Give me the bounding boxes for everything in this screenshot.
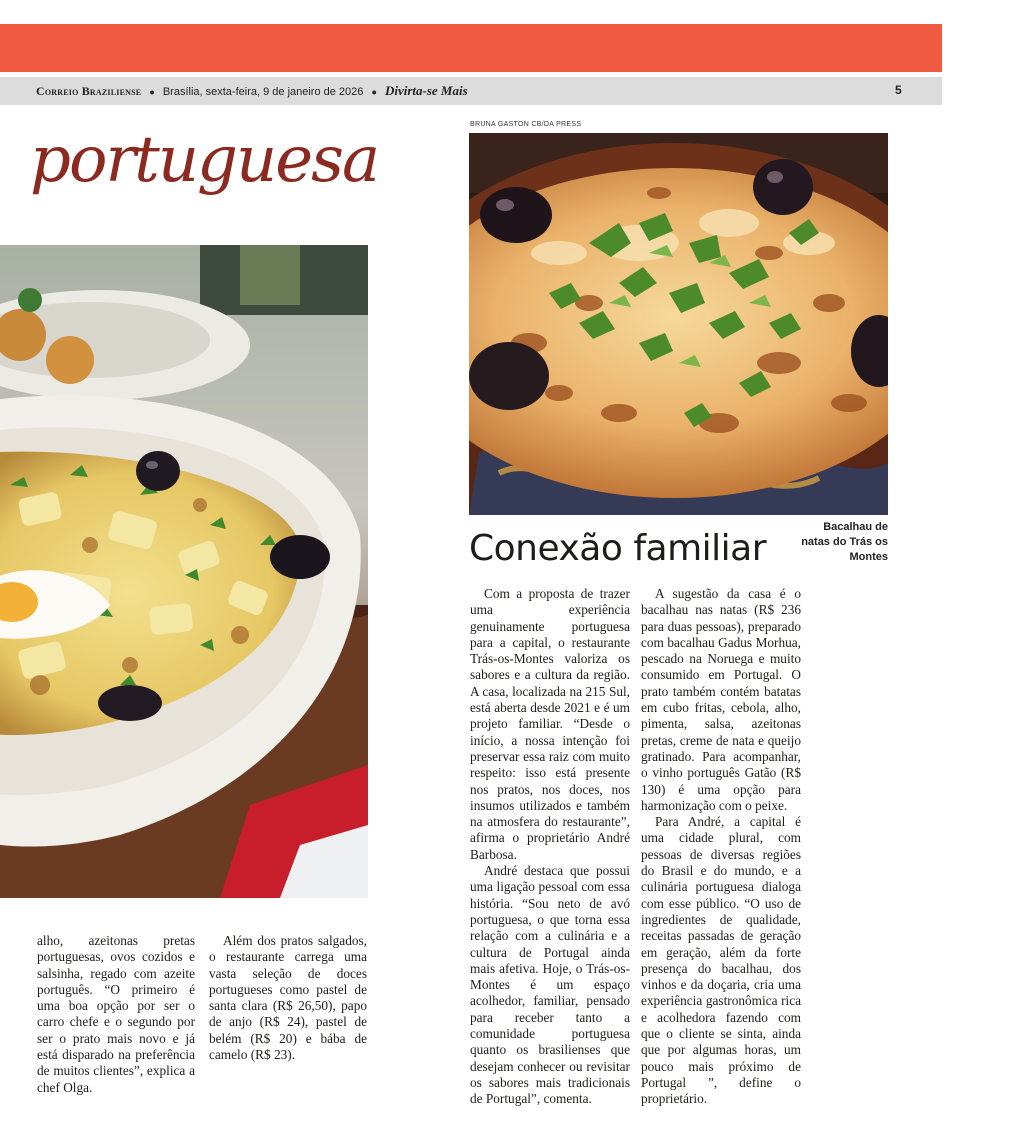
- newspaper-brand: Correio Braziliense: [36, 84, 142, 98]
- top-color-bar: [0, 24, 942, 72]
- paragraph: Para André, a capital é uma cidade plural, com pessoas de diversas regiões do Brasil e do mundo, e a culinária portuguesa dialoga com esse público. “O uso de ingredientes de qualidade, receitas passadas de geração em geração, além da forte presença do bacalhau, dos vinhos e da doçaria, cria uma experiência gastronômica rica e acolhedora fazendo com que o cliente se sinta, ainda que por algumas horas, um pouco mais próximo de Portugal ”, define o proprietário.: [641, 814, 801, 1107]
- text-column-1: [37, 933, 195, 1096]
- text-column-3: [470, 586, 630, 1108]
- bullet-separator: ●: [149, 87, 155, 97]
- paragraph: André destaca que possui uma ligação pessoal com essa história. “Sou neto de avó portuguesa, o que torna essa relação com a culinária e a cultura de Portugal ainda mais afetiva. Hoje, o Trás-os-Montes é um espaço acolhedor, familiar, pensado para receber tanto a comunidade portuguesa quanto os brasilienses que desejam conhecer ou revisitar os sabores mais tradicionais de Portugal”, comenta.: [470, 863, 630, 1107]
- paragraph: alho, azeitonas pretas portuguesas, ovos cozidos e salsinha, regado com azeite português. “O primeiro é uma boa opção por ser o carro chefe e o segundo por ser o prato mais novo e já está disparado na preferência de muitos clientes”, explica a chef Olga.: [37, 933, 195, 1095]
- dish-photo-right: [469, 133, 888, 515]
- section-subhead: Conexão familiar: [469, 528, 766, 569]
- dish-photo-left: [0, 245, 368, 898]
- photo-caption: Bacalhau de natas do Trás os Montes: [801, 521, 888, 563]
- page-folio: [0, 77, 942, 105]
- paragraph: Além dos pratos salgados, o restaurante carrega uma vasta seleção de doces portugueses como pastel de santa clara (R$ 26,50), papo de anjo (R$ 24), pastel de belém (R$ 20) e bába de camelo (R$ 23).: [209, 933, 367, 1063]
- dateline: Brasília, sexta-feira, 9 de janeiro de 2026: [162, 86, 364, 98]
- section-name: Divirta-se Mais: [384, 83, 468, 98]
- page-number: 5: [895, 83, 902, 97]
- text-column-2: [209, 933, 367, 1063]
- paragraph: Com a proposta de trazer uma experiência genuinamente portuguesa para a capital, o restaurante Trás-os-Montes valoriza os sabores e a cultura da região. A casa, localizada na 215 Sul, está aberta desde 2021 e é um projeto familiar. “Desde o início, a nossa intenção foi preservar essa raiz com muito respeito: isso está presente nos pratos, nos doces, nos insumos utilizados e também na atmosfera do restaurante”, afirma o proprietário André Barbosa.: [470, 586, 630, 862]
- text-column-4: [641, 586, 801, 1108]
- page-headline: portuguesa: [30, 123, 379, 197]
- paragraph: A sugestão da casa é o bacalhau nas natas (R$ 236 para duas pessoas), preparado com bacalhau Gadus Morhua, pescado na Noruega e muito consumido em Portugal. O prato também contém batatas em cubo fritas, cebola, alho, pimenta, salsa, azeitonas pretas, creme de nata e queijo gratinado. Para acompanhar, o vinho português Gatão (R$ 130) é uma opção para harmonização com o peixe.: [641, 586, 801, 813]
- photo-credit: BRUNA GASTON CB/DA PRESS: [470, 121, 582, 128]
- bullet-separator: ●: [371, 87, 377, 97]
